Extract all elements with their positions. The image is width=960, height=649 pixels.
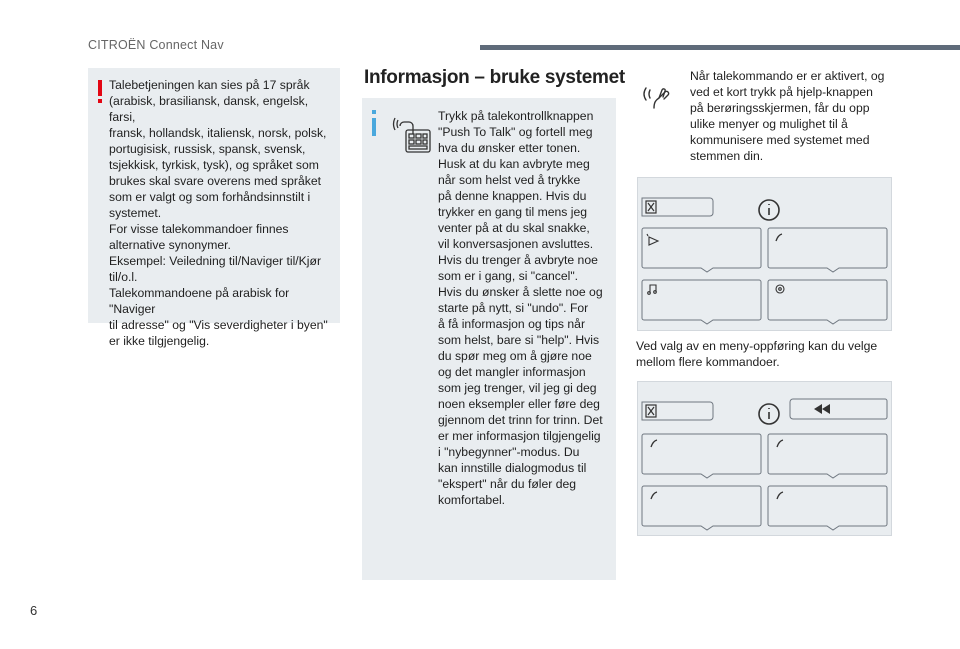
close-icon bbox=[646, 405, 656, 417]
info-box bbox=[362, 98, 616, 580]
page-number: 6 bbox=[30, 603, 38, 618]
command-button-1 bbox=[642, 434, 761, 478]
command-button-2 bbox=[768, 434, 887, 478]
music-button-frame bbox=[642, 280, 761, 324]
command-button-4 bbox=[768, 486, 887, 530]
info-icon bbox=[370, 110, 378, 136]
header-bar bbox=[480, 45, 960, 50]
voice-command-icon bbox=[640, 80, 676, 110]
navigation-icon bbox=[647, 234, 658, 245]
phone-icon bbox=[651, 440, 657, 447]
exclamation-icon bbox=[96, 80, 104, 104]
close-icon bbox=[646, 201, 656, 213]
right-top-text: Når talekommando er er aktivert, og ved et kort trykk på hjelp-knappen på berøringsskjermen, får du opp ulike menyer og mulighet til å kommunisere med systemet med stemmen din. bbox=[690, 69, 885, 163]
help-info-icon bbox=[759, 404, 779, 424]
right-mid-text: Ved valg av en meny-oppføring kan du velge mellom flere kommandoer. bbox=[636, 339, 878, 369]
phone-icon bbox=[777, 440, 783, 447]
section-title: Informasjon – bruke systemet bbox=[364, 67, 625, 88]
header-title: CITROËN Connect Nav bbox=[88, 38, 224, 52]
submenu-screen bbox=[637, 381, 892, 536]
command-button-3 bbox=[642, 486, 761, 530]
settings-button-frame bbox=[768, 280, 887, 324]
back-button-frame bbox=[790, 399, 887, 419]
warning-box bbox=[88, 68, 340, 348]
warning-text: Talebetjeningen kan sies på 17 språk (arabisk, brasiliansk, dansk, engelsk, farsi, fransk, hollandsk, italiensk, norsk, polsk, portugisisk, russisk, spansk, svensk, tsjekkisk, tyrkisk, tysk), og språket som brukes skal svare overens med språket som er valgt og som forhåndsinnstilt i systemet. For visse talekommandoer finnes alternative synonymer. Eksempel: Veiledning til/Naviger til/Kjør til/o.l. Talekommandoene på arabisk for "Naviger til adresse" og "Vis severdigheter i byen" er ikke tilgjengelig. bbox=[109, 78, 328, 348]
push-to-talk-icon bbox=[392, 110, 432, 154]
info-text: Trykk på talekontrollknappen "Push To Talk" og fortell meg hva du ønsker etter tonen. Husk at du kan avbryte meg når som helst ved å trykke på denne knappen. Hvis du trykker en gang til mens jeg venter på at du skal snakke, vil konversasjonen avsluttes. Hvis du trenger å avbryte noe som er i gang, si "cancel". Hvis du ønsker å slette noe og starte på nytt, si "undo". For å få informasjon og tips når som helst, bare si "help". Hvis du spør meg om å gjøre noe og det mangler informasjon som jeg trenger, vil jeg gi deg noen eksempler eller føre deg gjennom det trinn for trinn. Det er mer informasjon tilgjengelig i "nybegynner"-modus. Du kan innstille dialogmodus til "ekspert" når du føler deg komfortabel. bbox=[438, 109, 603, 507]
nav-button-frame bbox=[642, 228, 761, 272]
music-icon bbox=[648, 285, 657, 294]
help-menu-screen bbox=[637, 177, 892, 331]
settings-icon bbox=[776, 285, 784, 293]
phone-icon bbox=[776, 234, 782, 241]
help-info-icon bbox=[759, 200, 779, 220]
phone-icon bbox=[651, 492, 657, 499]
back-icon bbox=[814, 404, 830, 414]
phone-icon bbox=[777, 492, 783, 499]
phone-button-frame bbox=[768, 228, 887, 272]
